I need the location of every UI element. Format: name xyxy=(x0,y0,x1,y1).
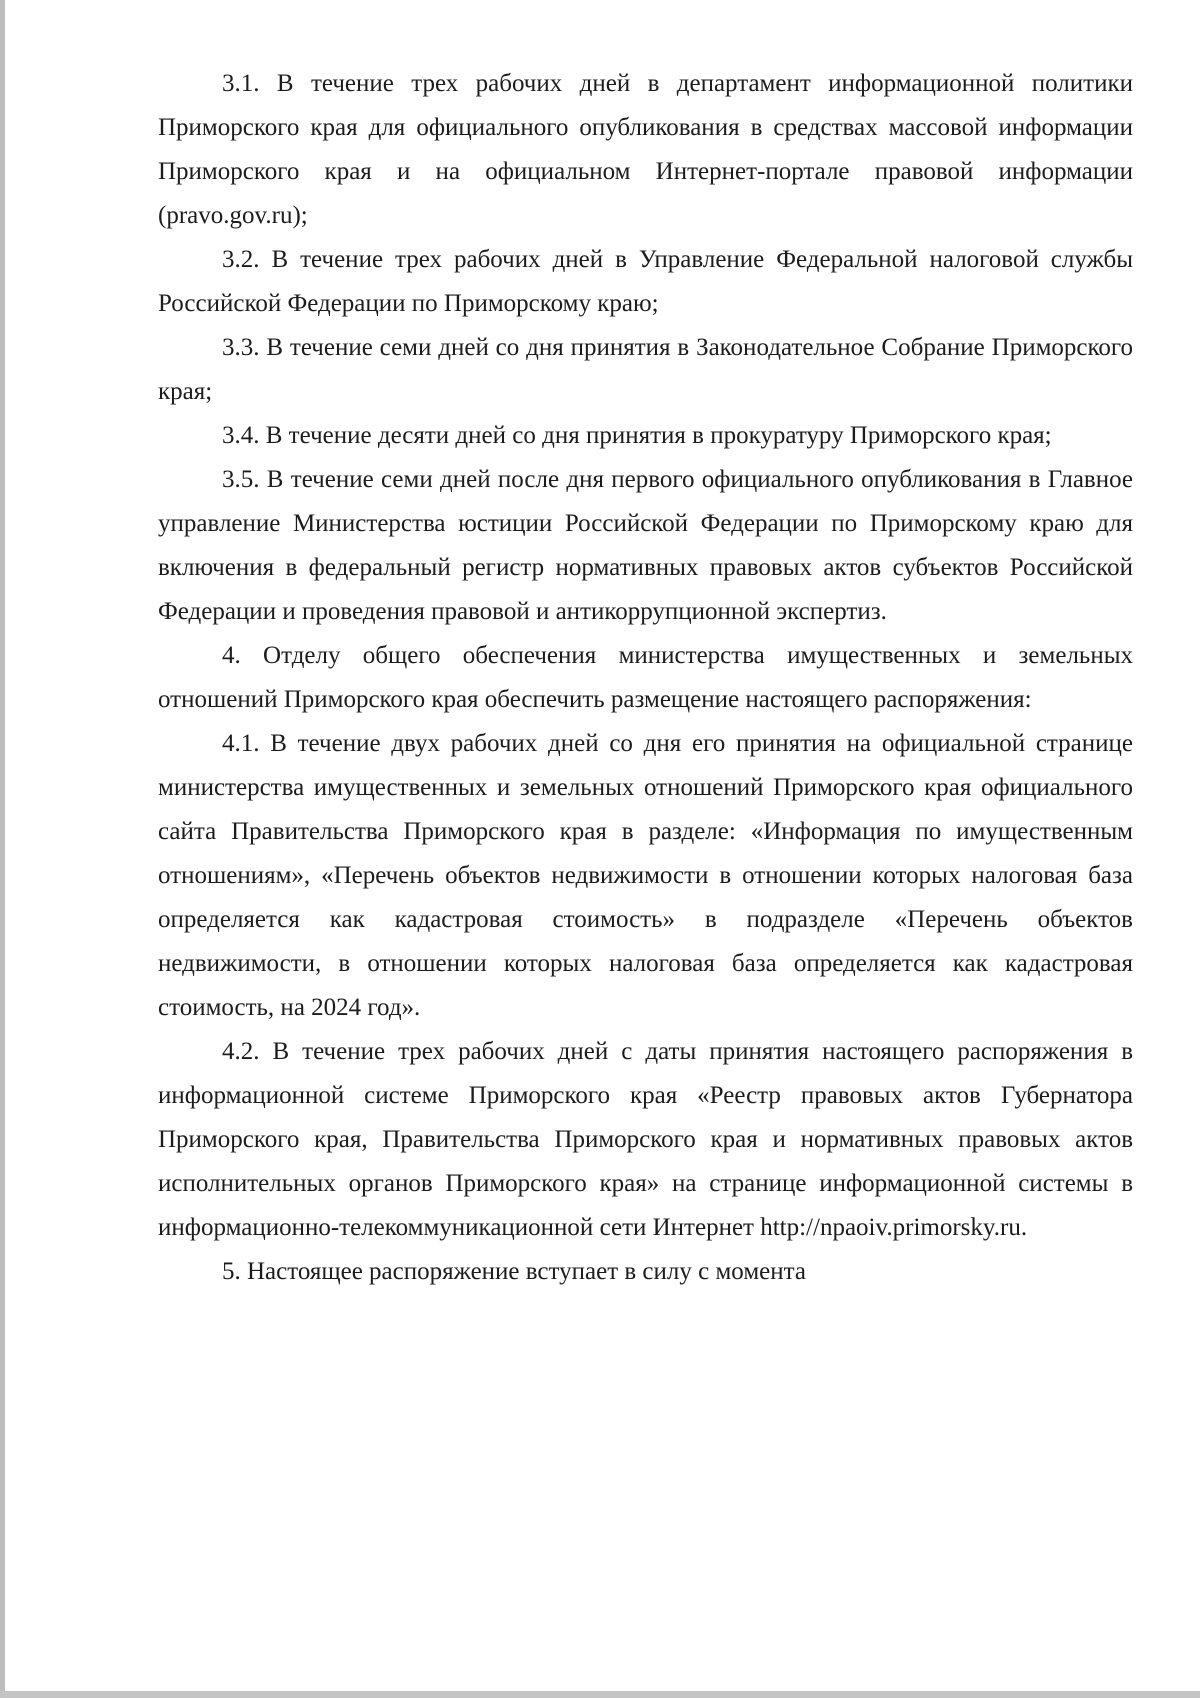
scan-edge-bottom xyxy=(0,1691,1200,1698)
paragraph-4: 4. Отделу общего обеспечения министерства имущественных и земельных отношений Приморского края обеспечить размещение настоящего распоряжения: xyxy=(158,642,1133,713)
paragraph-3-5: 3.5. В течение семи дней после дня первого официального опубликования в Главное управление Министерства юстиции Российской Федерации по Приморскому краю для включения в федеральный регистр нормативных правовых актов субъектов Российской Федерации и проведения правовой и антикоррупционной экспертиз. xyxy=(158,466,1133,625)
paragraph-3-3: 3.3. В течение семи дней со дня принятия в Законодательное Собрание Приморского края; xyxy=(158,334,1133,405)
paragraph-4-1: 4.1. В течение двух рабочих дней со дня его принятия на официальной странице министерства имущественных и земельных отношений Приморского края официального сайта Правительства Приморского края в разделе: «Информация по имущественным отношениям», «Перечень объектов недвижимости в отношении которых налоговая база определяется как кадастровая стоимость» в подразделе «Перечень объектов недвижимости, в отношении которых налоговая база определяется как кадастровая стоимость, на 2024 год». xyxy=(158,730,1133,1021)
document-page xyxy=(158,62,1133,1294)
paragraph-4-2: 4.2. В течение трех рабочих дней с даты принятия настоящего распоряжения в информационной системе Приморского края «Реестр правовых актов Губернатора Приморского края, Правительства Приморского края и нормативных правовых актов исполнительных органов Приморского края» на странице информационной системы в информационно-телекоммуникационной сети Интернет http://npaoiv.primorsky.ru. xyxy=(158,1038,1133,1241)
paragraph-5: 5. Настоящее распоряжение вступает в силу с момента xyxy=(222,1258,806,1285)
paragraph-3-2: 3.2. В течение трех рабочих дней в Управление Федеральной налоговой службы Российской Федерации по Приморскому краю; xyxy=(158,246,1133,317)
paragraph-3-1: 3.1. В течение трех рабочих дней в департамент информационной политики Приморского края для официального опубликования в средствах массовой информации Приморского края и на официальном Интернет-портале правовой информации (pravo.gov.ru); xyxy=(158,70,1133,229)
paragraph-3-4: 3.4. В течение десяти дней со дня принятия в прокуратуру Приморского края; xyxy=(222,422,1052,449)
scan-edge-left xyxy=(0,0,5,1698)
